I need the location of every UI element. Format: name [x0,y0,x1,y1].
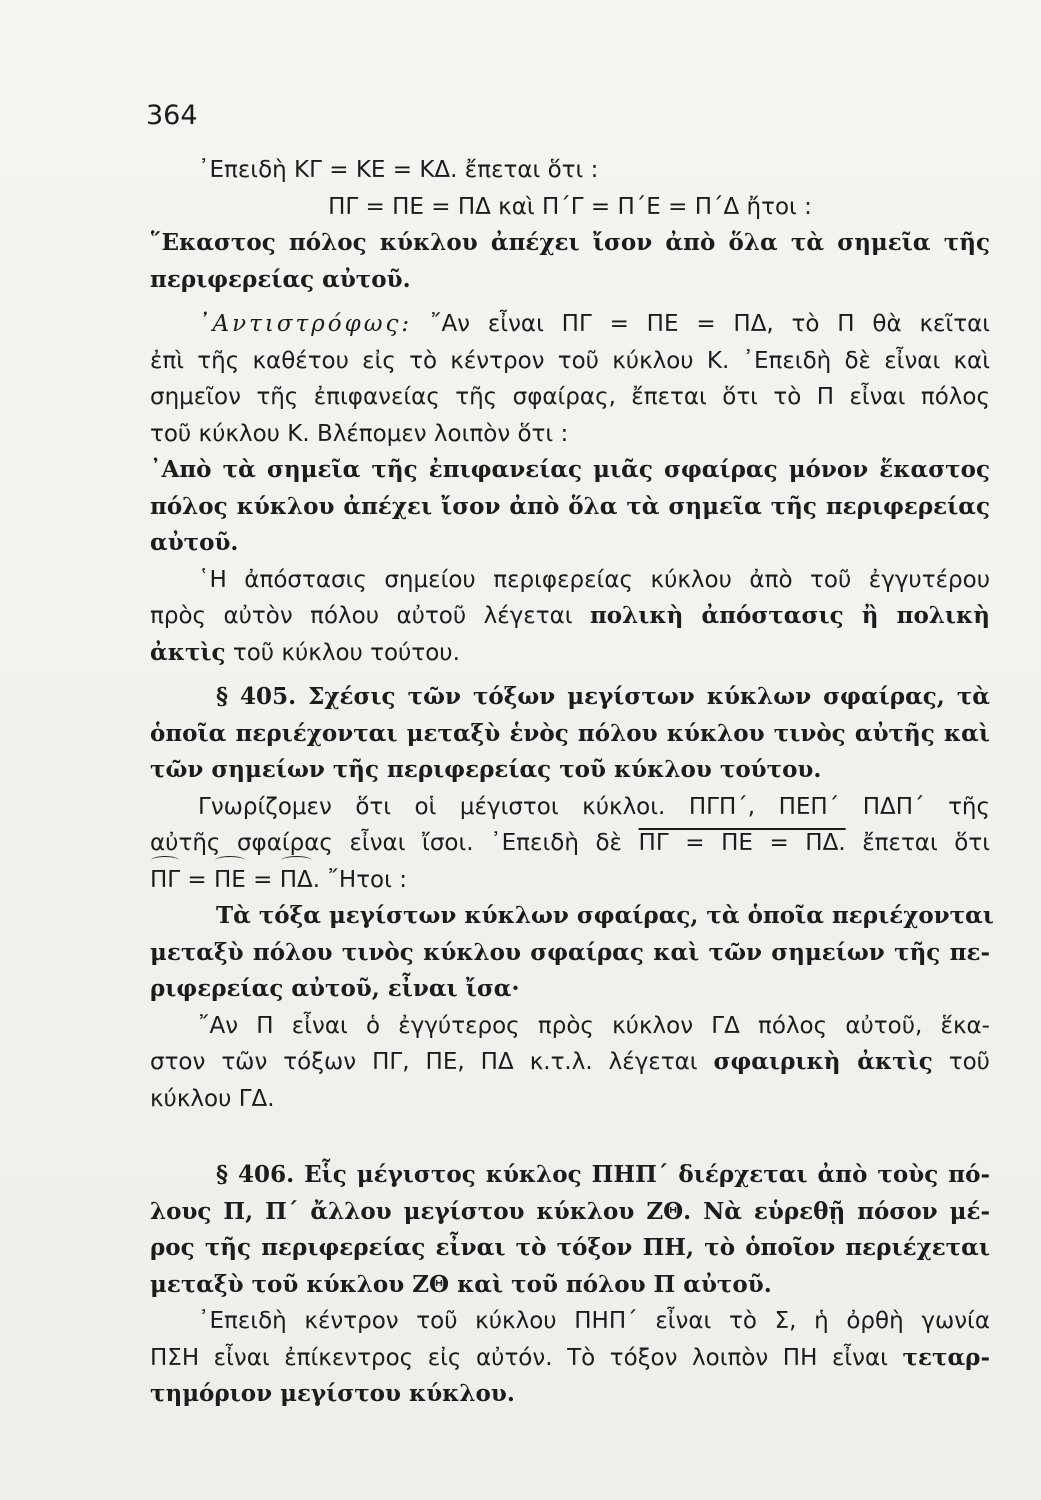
text-line: τημόριον μεγίστου κύκλου. [150,1380,515,1407]
text-line: ἐπὶ τῆς καθέτου εἰς τὸ κέντρον τοῦ κύκλου Κ. ᾿Επειδὴ δὲ εἶναι καὶ [150,347,990,374]
arc-pg: ΠΓ [150,862,180,899]
text-line: Γνωρίζομεν ὅτι οἱ μέγιστοι κύκλοι. ΠΓΠ΄, ΠΕΠ΄ ΠΔΠ΄ τῆς [198,793,990,820]
theorem-line: Τὰ τόξα μεγίστων κύκλων σφαίρας, τὰ ὁποῖα περιέχονται [216,902,994,929]
text-line [150,1340,990,1377]
text-segment: τεταρ- [902,1343,990,1371]
arc-pe: ΠΕ [214,862,246,899]
arc-equality-line: ΠΓ = ΠΕ = ΠΔ. ῎Ητοι : [150,862,990,899]
page-body [150,152,994,1413]
text-segment: ῎Ητοι : [327,866,407,893]
formula-line: ΠΓ = ΠΕ = ΠΔ καὶ Π΄Γ = Π΄Ε = Π΄Δ ἤτοι : [328,193,812,220]
section-heading-405: ὁποῖα περιέχονται μεταξὺ ἑνὸς πόλου κύκλου τινὸς αὐτῆς καὶ [150,719,990,747]
section-heading-406: ρος τῆς περιφερείας εἶναι τὸ τόξον ΠΗ, τὸ ὁποῖον περιέχεται [150,1234,990,1261]
section-heading-405: τῶν σημείων τῆς περιφερείας τοῦ κύκλου τούτου. [150,756,822,783]
text-line: σημεῖον τῆς ἐπιφανείας τῆς σφαίρας, ἔπεται ὅτι τὸ Π εἶναι πόλος [150,384,990,410]
section-heading-406: λους Π, Π΄ ἄλλου μεγίστου κύκλου ΖΘ. Νὰ εὑρεθῇ πόσον μέ- [150,1197,990,1225]
theorem-line: ριφερείας αὐτοῦ, εἶναι ἴσα· [150,975,520,1002]
text-line [150,635,990,672]
text-segment: ῎Αν εἶναι ΠΓ = ΠΕ = ΠΔ, τὸ Π θὰ κεῖται [429,311,991,337]
section-heading-405: § 405. Σχέσις τῶν τόξων μεγίστων κύκλων σφαίρας, τὰ [216,683,990,710]
term-polar-distance: πολικὴ ἀπόστασις ἢ πολικὴ [589,602,990,629]
section-heading-406: μεταξὺ τοῦ κύκλου ΖΘ καὶ τοῦ πόλου Π αὐτοῦ. [150,1270,772,1298]
text-segment: ΠΣΗ εἶναι ἐπίκεντρος εἰς αὐτόν. Τὸ τόξον λοιπὸν ΠΗ εἶναι [150,1344,888,1371]
text-line: ᾿Επειδὴ κέντρον τοῦ κύκλου ΠΗΠ΄ εἶναι τὸ Σ, ἡ ὀρθὴ γωνία [198,1308,990,1334]
page-number: 364 [146,100,198,131]
text-segment: στον τῶν τόξων ΠΓ, ΠΕ, ΠΔ κ.τ.λ. λέγεται [150,1049,698,1075]
text-line [150,1044,990,1081]
text-line [150,598,990,635]
theorem-line: αὐτοῦ. [150,529,239,556]
theorem-line: περιφερείας αὐτοῦ. [150,265,411,293]
text-line: τοῦ κύκλου Κ. Βλέπομεν λοιπὸν ὅτι : [150,420,569,447]
chord-equality: ΠΓ = ΠΕ = ΠΔ. [638,830,846,856]
text-line: ῾Η ἀπόστασις σημείου περιφερείας κύκλου ἀπὸ τοῦ ἐγγυτέρου [198,566,990,593]
text-line: κύκλου ΓΔ. [150,1085,275,1112]
text-line: ῎Αν Π εἶναι ὁ ἐγγύτερος πρὸς κύκλον ΓΔ πόλος αὐτοῦ, ἕκα- [198,1012,990,1039]
theorem-line: πόλος κύκλου ἀπέχει ἴσον ἀπὸ ὅλα τὰ σημεῖα τῆς περιφερείας [150,492,990,520]
section-heading-406: § 406. Εἷς μέγιστος κύκλος ΠΗΠ΄ διέρχεται ἀπὸ τοὺς πό- [216,1161,990,1188]
text-line [150,825,990,862]
theorem-line: ῞Εκαστος πόλος κύκλου ἀπέχει ἴσον ἀπὸ ὅλα τὰ σημεῖα τῆς [150,229,990,256]
term-radius: ἀκτὶς [150,638,226,666]
text-segment: ἔπεται ὅτι [862,830,991,856]
theorem-line: μεταξὺ πόλου τινὸς κύκλου σφαίρας καὶ τῶν σημείων τῆς πε- [150,938,990,966]
text-segment: πρὸς αὐτὸν πόλου αὐτοῦ λέγεται [150,603,573,629]
theorem-line: ᾿Απὸ τὰ σημεῖα τῆς ἐπιφανείας μιᾶς σφαίρας μόνον ἕκαστος [150,456,990,483]
text-line [150,306,990,343]
arc-pd: ΠΔ [280,862,313,899]
term-spherical-radius: σφαιρικὴ ἀκτὶς [713,1048,933,1075]
text-line: ᾿Επειδὴ ΚΓ = ΚΕ = ΚΔ. ἔπεται ὅτι : [198,157,599,183]
text-segment: τοῦ κύκλου τούτου. [232,639,460,666]
text-segment: τοῦ [948,1049,990,1075]
text-segment: αὐτῆς σφαίρας εἶναι ἴσοι. ᾿Επειδὴ δὲ [150,830,622,856]
converse-label: ᾿Αντιστρόφως: [198,311,413,337]
